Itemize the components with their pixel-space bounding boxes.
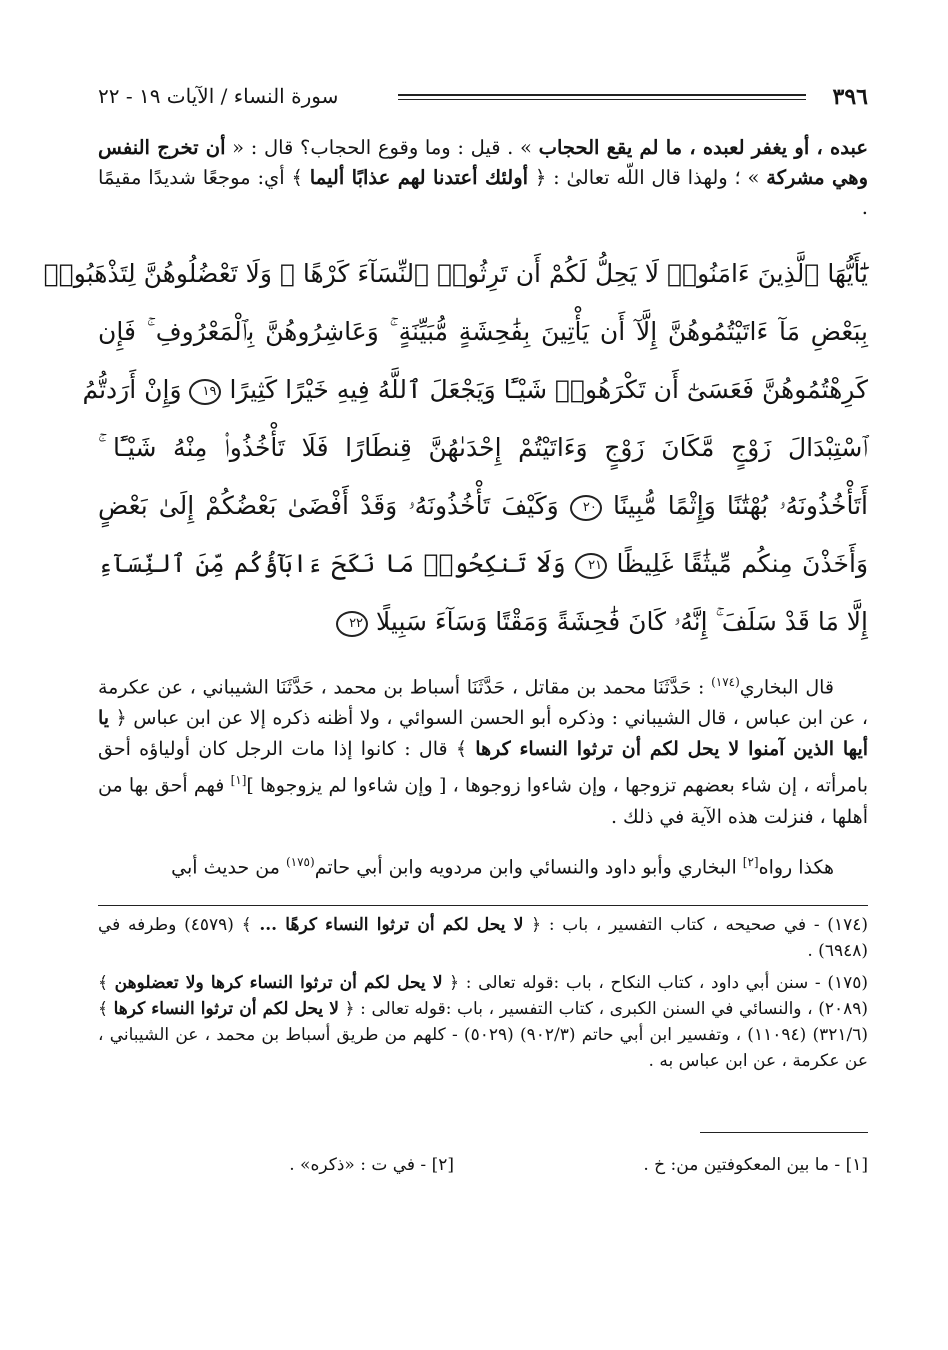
footnote-ref: [٢] [742,854,759,869]
body-text: قال البخاري [739,676,834,699]
intro-paragraph [98,133,868,223]
body-text: البخاري وأبو داود والنسائي وابن مردويه وابن أبي حاتم [314,855,743,878]
quran-text: وَكَيْفَ تَأْخُذُونَهُۥ وَقَدْ أَفْضَىٰ بَعْضُكُمْ إِلَىٰ بَعْضٍ [98,491,559,520]
footnote-ref: [١] [230,773,247,788]
footnote-text: ﴾ (٤٥٧٩) وطرفه في (٦٩٤٨) . [98,915,868,961]
footnote-bold: لا يحل لكم أن ترثوا النساء كرها [113,999,339,1019]
verse-number-marker: ١٩ [189,379,221,405]
quran-text: ٱسْتِبْدَالَ زَوْجٍ مَّكَانَ زَوْجٍ وَءَاتَيْتُمْ إِحْدَىٰهُنَّ قِنطَارًا فَلَا تَأْخُذُوا۟ مِنْهُ شَيْـًٔا ۚ [98,433,868,462]
commentary-paragraph [98,667,868,833]
footnote-ref: (١٧٤) [711,675,740,689]
quran-text: يَٰٓأَيُّهَا ٱلَّذِينَ ءَامَنُوا۟ لَا يَحِلُّ لَكُمْ أَن تَرِثُوا۟ ٱلنِّسَآءَ كَرْهًا ۖ وَلَا تَعْضُلُوهُنَّ لِتَذْهَبُوا۟ [43,259,868,288]
footnote-bold: لا يحل لكم أن ترثوا النساء كرهًا ... [259,915,524,935]
quran-text: بِبَعْضِ مَآ ءَاتَيْتُمُوهُنَّ إِلَّآ أَن يَأْتِينَ بِفَٰحِشَةٍ مُّبَيِّنَةٍ ۚ وَعَاشِرُوهُنَّ بِٱلْمَعْرُوفِ ۚ فَإِن [98,317,868,346]
quran-line-2 [98,303,868,361]
editorial-note-2: [٢] - في ت : «ذكره» . [289,1155,454,1175]
quran-line-7 [98,593,868,651]
quran-text: كَرِهْتُمُوهُنَّ فَعَسَىٰٓ أَن تَكْرَهُوا۟ شَيْـًٔا وَيَجْعَلَ ٱللَّهُ فِيهِ خَيْرًا كَثِيرًا [229,375,868,404]
intro-bold-5: أولئك أعتدنا لهم عذابًا أليما [309,166,529,189]
quran-line-6 [98,535,868,593]
footnote-bold: لا يحل لكم أن ترثوا النساء كرها ولا تعضلوهن [114,973,443,993]
page-number: ٣٩٦ [832,84,868,110]
commentary-paragraph [98,847,868,883]
intro-text-4: » ؛ ولهذا قال اللّه تعالىٰ : ﴿ [528,166,767,189]
body-text: فهم أحق بها من أهلها ، فنزلت هذه الآية في ذلك . [98,774,868,828]
running-header [98,82,868,118]
header-rule [398,94,806,100]
body-text: ﴾ قال : كانوا إذا مات الرجل كان أولياؤه أحق بامرأته ، إن شاء بعضهم تزوجها ، وإن شاءوا زوجوها ، [ وإن شاءوا لم يزوجوها ] [98,738,868,797]
quran-text: وَلَا تَنكِحُوا۟ مَا نَكَحَ ءَابَآؤُكُم مِّنَ ٱلنِّسَآءِ [98,549,566,578]
intro-bold-1: عبده ، أو يغفر لعبده ، ما لم يقع الحجاب [538,136,868,159]
footnote-text: ﴾ (٢٠٨٩) ، والنسائي في السنن الكبرى ، كتاب التفسير ، باب :قوله تعالى : ﴿ [98,973,868,1019]
notes-divider [700,1132,868,1133]
editorial-note-1: [١] - ما بين المعكوفتين من: خ . [643,1155,868,1175]
body-text: هكذا رواه [758,855,834,878]
footnote-text: (١٧٥) - سنن أبي داود ، كتاب النكاح ، باب :قوله تعالى : ﴿ [442,973,868,993]
intro-text-6: ﴾ أي: موجعًا شديدًا مقيمًا . [98,166,868,219]
footnotes [98,912,868,1074]
quran-text: إِلَّا مَا قَدْ سَلَفَ ۚ إِنَّهُۥ كَانَ فَٰحِشَةً وَمَقْتًا وَسَآءَ سَبِيلًا [375,607,868,636]
editorial-notes [98,1150,868,1180]
quran-text: وَأَخَذْنَ مِنكُم مِّيثَٰقًا غَلِيظًا [616,549,869,578]
footnote-174 [98,912,868,964]
body-text: من حديث أبي [171,855,286,878]
quran-text: أَتَأْخُذُونَهُۥ بُهْتَٰنًا وَإِثْمًا مُّبِينًا [612,491,868,520]
intro-text-2: » . قيل : وما وقوع الحجاب؟ قال : « [225,136,539,159]
verse-number-marker: ٢٢ [336,611,368,637]
quran-text: وَإِنْ أَرَدتُّمُ [82,375,182,404]
quran-line-3 [82,361,868,419]
footnote-175 [98,970,868,1074]
footnote-text: (١٧٤) - في صحيحه ، كتاب التفسير ، باب : ﴿ [523,915,868,935]
commentary-body [98,667,868,883]
running-title: سورة النساء / الآيات ١٩ - ٢٢ [98,84,339,108]
quran-verses [43,245,869,651]
body-text: : حَدَّثَنَا محمد بن مقاتل ، حَدَّثَنَا أسباط بن محمد ، حَدَّثَنَا الشيباني ، عن عكرمة ، عن ابن عباس ، قال الشيباني : وذكره أبو الحسن السوائي ، ولا أظنه ذكره إلا عن ابن عباس ﴿ [98,676,868,730]
verse-number-marker: ٢٠ [570,495,602,521]
verse-number-marker: ٢١ [575,553,607,579]
footnote-divider [98,905,868,906]
quran-line-4 [98,419,868,477]
footnote-text: ﴾ (٣٢١/٦) (١١٠٩٤) ، وتفسير ابن أبي حاتم (٩٠٢/٣) (٥٠٢٩) - كلهم من طريق أسباط بن محمد ، عن الشيباني ، عن عكرمة ، عن ابن عباس به . [98,999,868,1071]
footnote-ref: (١٧٥) [285,854,315,869]
body-bold-quote: يا أيها الذين آمنوا لا يحل لكم أن ترثوا النساء كرها [98,707,869,761]
intro-bold-3: أن تخرج النفس وهي مشركة [98,136,868,189]
quran-line-5 [98,477,868,535]
quran-line-1 [43,245,868,303]
